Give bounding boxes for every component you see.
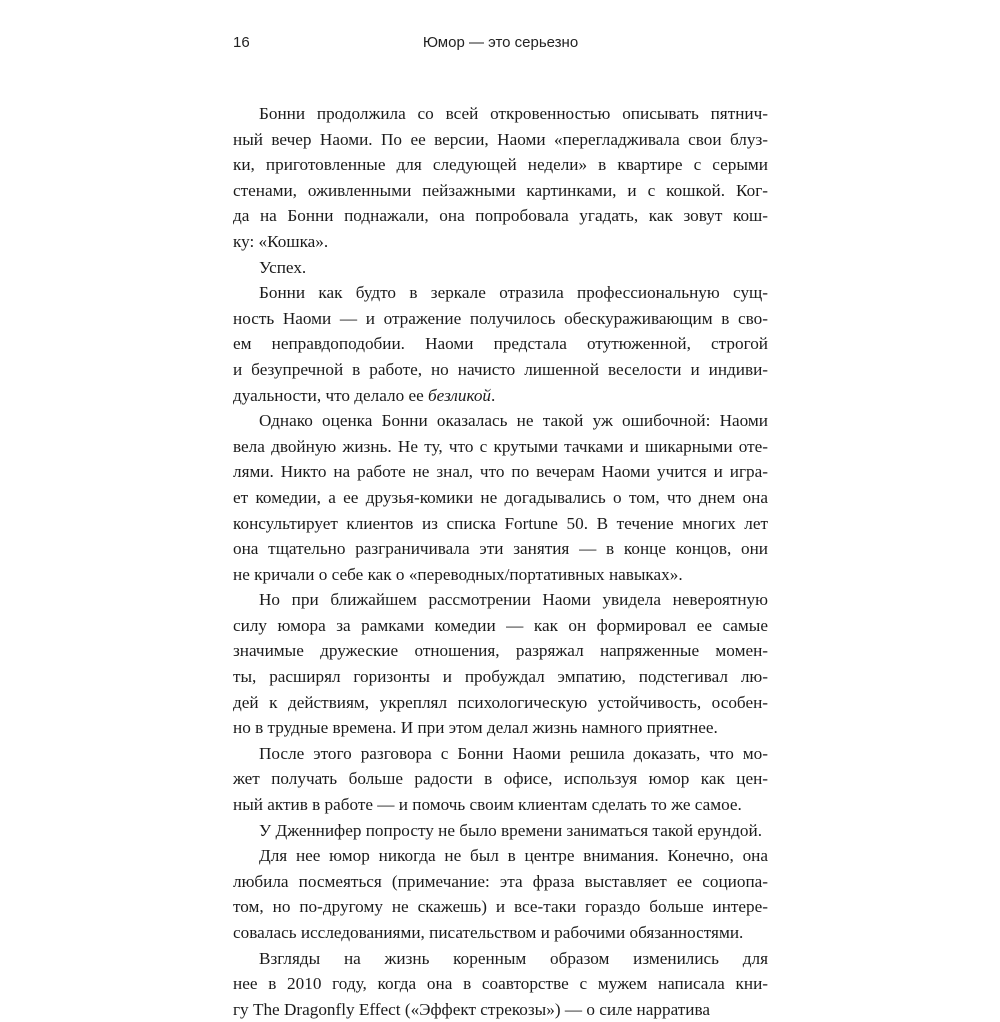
text-line: ность Наоми — и отражение получилось обескураживающим в сво-	[233, 308, 768, 328]
text-line: ку: «Кошка».	[233, 231, 329, 251]
text-line: стенами, оживленными пейзажными картинками, и с кошкой. Ког-	[233, 180, 768, 200]
text-line: Взгляды на жизнь коренным образом изменились для	[259, 948, 768, 968]
text-line: том, но по-другому не скажешь) и все-таки гораздо больше интере-	[233, 897, 768, 917]
paragraph	[233, 818, 768, 844]
text-line: ный вечер Наоми. По ее версии, Наоми «перегладживала свои блуз-	[233, 129, 768, 149]
text-line: Бонни как будто в зеркале отразила профессиональную сущ-	[259, 283, 768, 303]
paragraph	[233, 587, 768, 741]
text-line: Однако оценка Бонни оказалась не такой уж ошибочной: Наоми	[259, 411, 768, 431]
text-line: ты, расширял горизонты и пробуждал эмпатию, подстегивал лю-	[233, 667, 768, 687]
text-line: нее в 2010 году, когда она в соавторстве с мужем написала кни-	[233, 974, 768, 994]
text-line: вела двойную жизнь. Не ту, что с крутыми тачками и шикарными оте-	[233, 436, 768, 456]
text-line: лями. Никто на работе не знал, что по вечерам Наоми учится и игра-	[233, 462, 768, 482]
running-title: Юмор — это серьезно	[422, 34, 579, 51]
text-line: После этого разговора с Бонни Наоми решила доказать, что мо-	[259, 743, 768, 763]
text-line: силу юмора за рамками комедии — как он формировал ее самые	[233, 615, 768, 635]
text-line: ем неправдоподобии. Наоми предстала отутюженной, строгой	[233, 334, 768, 354]
paragraph	[233, 741, 768, 818]
emphasis-text: безликой	[428, 385, 492, 405]
text-line: дей к действиям, укреплял психологическую устойчивость, особен-	[233, 692, 768, 712]
text-line: ет комедии, а ее друзья-комики не догадывались о том, что днем она	[233, 487, 768, 507]
text-line: Для нее юмор никогда не был в центре внимания. Конечно, она	[259, 846, 768, 866]
text-line: гу The Dragonfly Effect («Эффект стрекозы») — о силе нарратива	[233, 999, 710, 1019]
text-run: .	[491, 385, 496, 405]
body-text	[233, 101, 768, 1022]
text-line: значимые дружеские отношения, разряжал напряженные момен-	[233, 641, 768, 661]
paragraph	[233, 255, 768, 281]
running-head	[233, 34, 768, 56]
text-line: она тщательно разграничивала эти занятия — в конце концов, они	[233, 539, 768, 559]
text-line: и безупречной в работе, но начисто лишенной веселости и индиви-	[233, 359, 768, 379]
text-line: совалась исследованиями, писательством и рабочими обязанностями.	[233, 923, 744, 942]
paragraph	[233, 101, 768, 255]
paragraph	[233, 280, 768, 408]
paragraph	[233, 843, 768, 945]
text-run: дуальности, что делало ее	[233, 385, 429, 405]
text-line: ки, приготовленные для следующей недели» в квартире с серыми	[233, 155, 768, 175]
text-line	[233, 383, 768, 409]
text-line: консультирует клиентов из списка Fortune 50. В течение многих лет	[233, 513, 768, 533]
text-line: но в трудные времена. И при этом делал жизнь намного приятнее.	[233, 718, 718, 738]
text-line: Успех.	[259, 257, 307, 277]
paragraph	[233, 946, 768, 1022]
page-number: 16	[233, 34, 250, 51]
paragraph	[233, 408, 768, 587]
text-line: Но при ближайшем рассмотрении Наоми увидела невероятную	[259, 590, 768, 610]
text-line: жет получать больше радости в офисе, используя юмор как цен-	[233, 769, 768, 789]
text-line: любила посмеяться (примечание: эта фраза выставляет ее социопа-	[233, 871, 768, 891]
text-line: У Дженнифер попросту не было времени заниматься такой ерундой.	[259, 820, 763, 840]
text-line: Бонни продолжила со всей откровенностью описывать пятнич-	[259, 104, 768, 123]
text-line: не кричали о себе как о «переводных/портативных навыках».	[233, 564, 683, 584]
text-line: да на Бонни поднажали, она попробовала угадать, как зовут кош-	[233, 206, 768, 226]
text-line: ный актив в работе — и помочь своим клиентам сделать то же самое.	[233, 795, 742, 815]
